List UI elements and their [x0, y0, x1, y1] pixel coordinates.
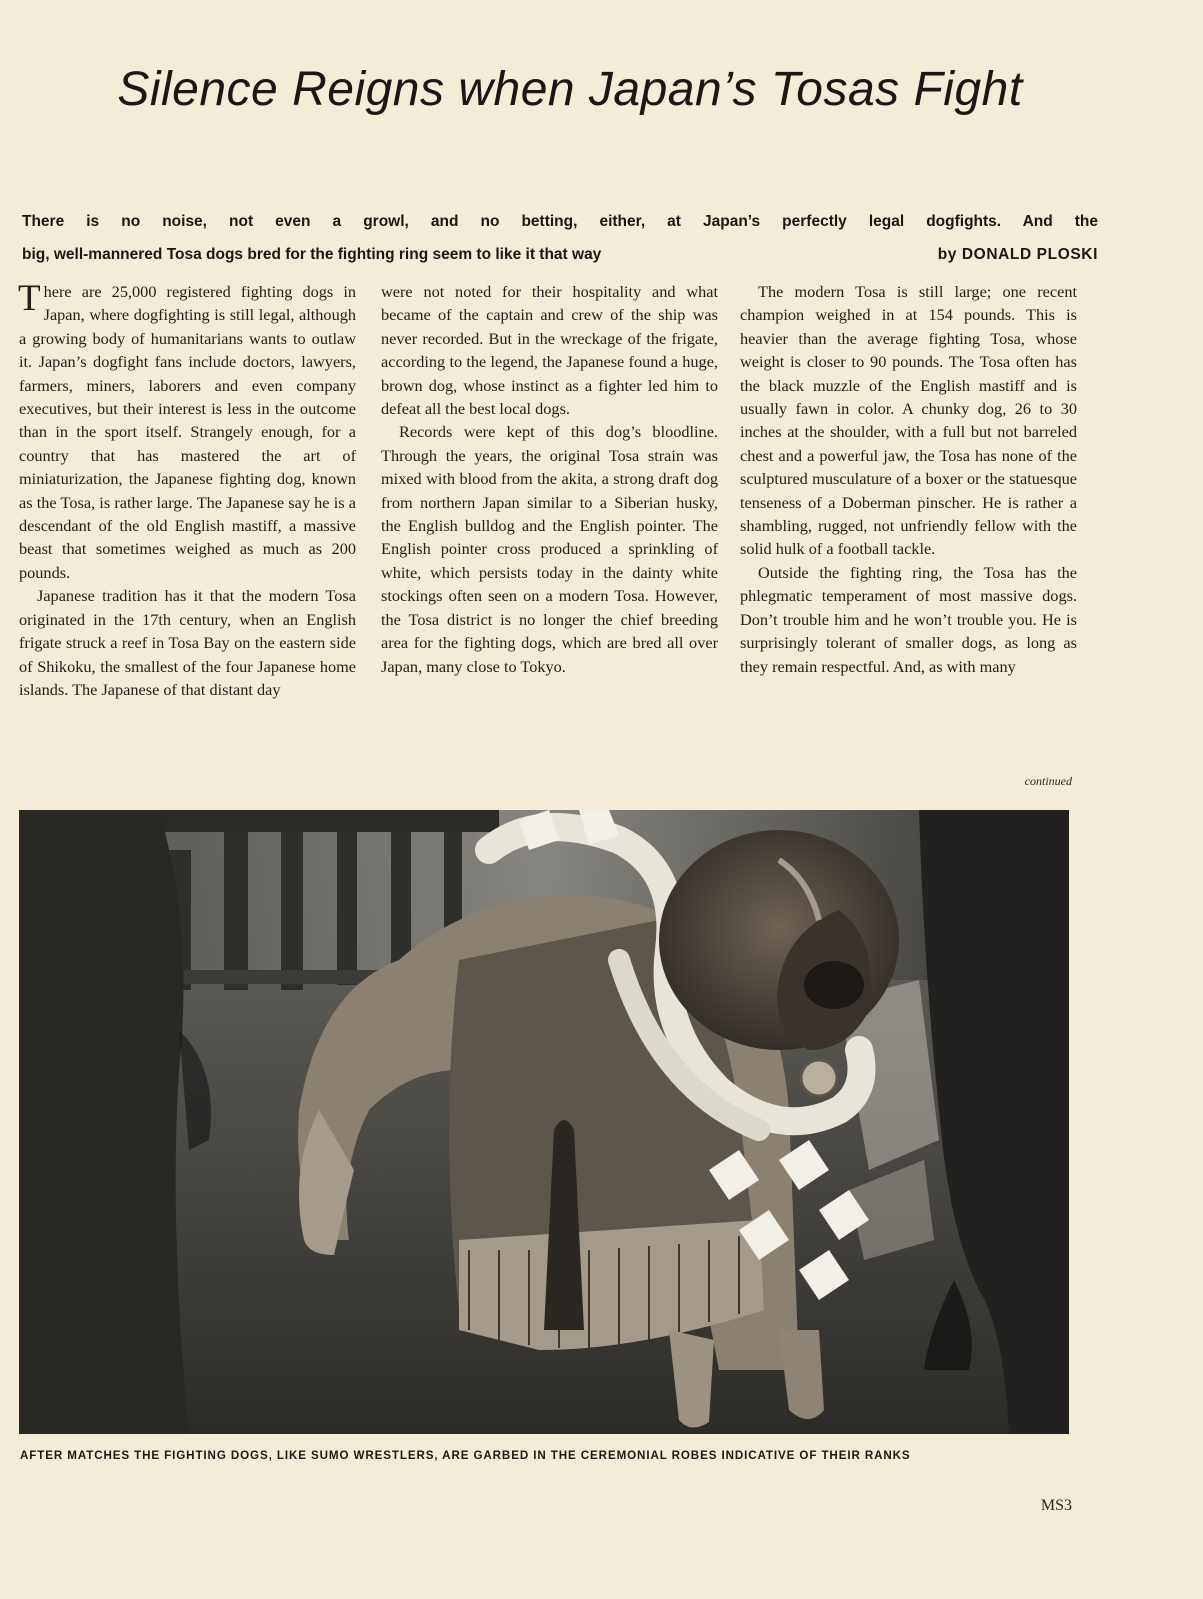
- article-deck: [22, 205, 1098, 271]
- body-column-3: [740, 280, 1077, 678]
- drop-cap: T: [18, 278, 41, 319]
- photo-caption: AFTER MATCHES THE FIGHTING DOGS, LIKE SUMO WRESTLERS, ARE GARBED IN THE CEREMONIAL ROBES INDICATIVE OF THEIR RANKS: [20, 1449, 911, 1462]
- paragraph: Outside the fighting ring, the Tosa has the phlegmatic temperament of most massive dogs. Don’t trouble him and he won’t trouble you. He is surprisingly tolerant of smaller dogs, as long as they remain respectful. And, as with many: [740, 562, 1077, 676]
- paragraph-text: here are 25,000 registered fighting dogs in Japan, where dogfighting is still legal, although a growing body of humanitarians wants to outlaw it. Japan’s dogfight fans include doctors, lawyers, farmers, miners, laborers and even company executives, but their interest is less in the outcome than in the sport itself. Strangely enough, for a country that has mastered the art of miniaturization, the Japanese fighting dog, known as the Tosa, is rather large. The Japanese say he is a descendant of the old English mastiff, a massive beast that sometimes weighed as much as 200 pounds.: [19, 282, 356, 582]
- photo-illustration: [19, 810, 1069, 1434]
- byline: by DONALD PLOSKI: [937, 246, 1098, 263]
- paragraph: Records were kept of this dog’s bloodline. Through the years, the original Tosa strain was mixed with blood from the akita, a strong draft dog from northern Japan similar to a Siberian husky, the English bulldog and the English pointer. The English pointer cross produced a sprinkling of white, which persists today in the dainty white stockings often seen on a modern Tosa. However, the Tosa district is no longer the chief breeding area for the fighting dogs, which are bred all over Japan, many close to Tokyo.: [381, 422, 718, 676]
- deck-line-1: There is no noise, not even a growl, and no betting, either, at Japan’s perfectly legal dogfights. And the: [22, 213, 1098, 230]
- paragraph: The modern Tosa is still large; one recent champion weighed in at 154 pounds. This is heavier than the average fighting Tosa, whose weight is closer to 90 pounds. The Tosa often has the black muzzle of the English mastiff and is usually fawn in color. A chunky dog, 26 to 30 inches at the shoulder, with a full but not barreled chest and a powerful jaw, the Tosa has none of the sculptured musculature of a boxer or the statuesque tenseness of a Doberman pinscher. He is rather a shambling, rugged, not unfriendly fellow with the solid hulk of a football tackle.: [740, 282, 1077, 559]
- paragraph: [19, 280, 356, 584]
- page-number: MS3: [1040, 1497, 1072, 1514]
- deck-line-2-row: [22, 238, 1098, 271]
- continued-label: continued: [1024, 774, 1072, 788]
- paragraph: Japanese tradition has it that the modern Tosa originated in the 17th century, when an English frigate struck a reef in Tosa Bay on the eastern side of Shikoku, the smallest of the four Japanese home islands. The Japanese of that distant day: [19, 586, 356, 699]
- tosa-dog-photo: [19, 810, 1069, 1434]
- paragraph: were not noted for their hospitality and what became of the captain and crew of the ship was never recorded. But in the wreckage of the frigate, according to the legend, the Japanese found a huge, brown dog, whose instinct as a fighter led him to defeat all the best local dogs.: [381, 282, 718, 419]
- article-title: Silence Reigns when Japan’s Tosas Fight: [117, 63, 1023, 116]
- deck-line-2: big, well-mannered Tosa dogs bred for the fighting ring seem to like it that way: [22, 246, 602, 263]
- body-column-2: [381, 280, 718, 678]
- body-column-1: [19, 280, 356, 701]
